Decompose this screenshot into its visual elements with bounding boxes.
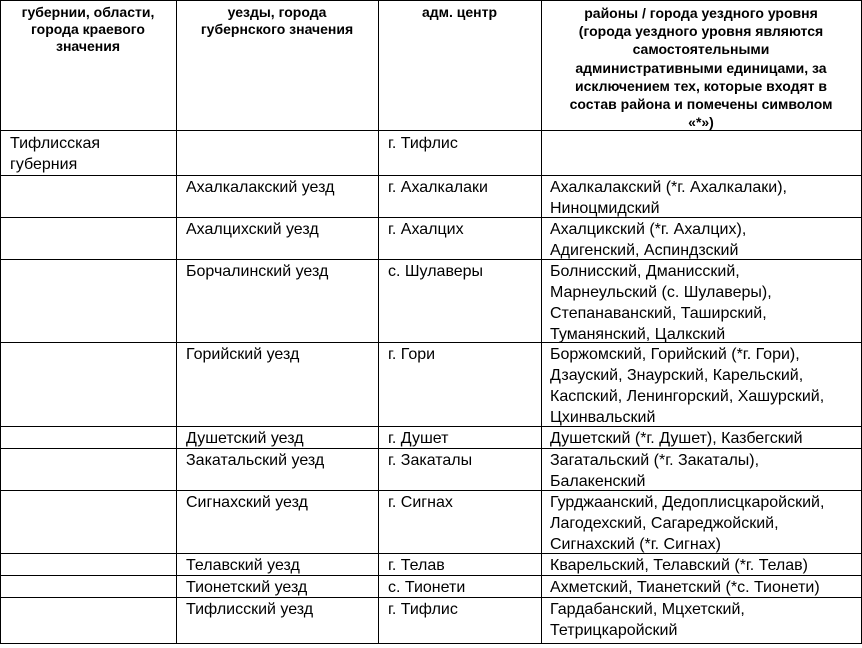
table-rule (0, 175, 862, 176)
cell-uezd: Телавский уезд (186, 557, 300, 574)
cell-uezd: Сигнахский уезд (186, 494, 308, 511)
cell-center: г. Телав (388, 557, 445, 574)
cell-rayony: Душетский (*г. Душет), Казбегский (550, 430, 803, 447)
cell-uezd: Ахалкалакский уезд (186, 179, 335, 196)
cell-center: г. Гори (388, 346, 436, 363)
cell-uezd: Ахалцихский уезд (186, 221, 319, 238)
cell-uezd: Горийский уезд (186, 346, 300, 363)
cell-uezd: Тионетский уезд (186, 579, 308, 596)
cell-center: г. Душет (388, 430, 449, 447)
cell-rayony: Ахалкалакский (*г. Ахалкалаки), Ниноцмидский (550, 179, 787, 217)
cell-rayony: Кварельский, Телавский (*г. Телав) (550, 557, 808, 574)
cell-uezd: Тифлисский уезд (186, 601, 314, 618)
cell-rayony: Загатальский (*г. Закаталы), Балакенский (550, 452, 760, 490)
cell-rayony: Гардабанский, Мцхетский, Тетрицкаройский (550, 601, 745, 639)
cell-center: г. Ахалцих (388, 221, 464, 238)
cell-uezd: Борчалинский уезд (186, 263, 329, 280)
cell-center: с. Шулаверы (388, 263, 484, 280)
cell-center: г. Тифлис (388, 601, 458, 618)
cell-center: г. Сигнах (388, 494, 453, 511)
table-rule (0, 0, 1, 644)
cell-rayony: Гурджаанский, Дедоплисцкаройский, Лагодехский, Сагареджойский, Сигнахский (*г. Сигнах) (550, 494, 825, 553)
cell-rayony: Боржомский, Горийский (*г. Гори), Дзауский, Знаурский, Карельский, Каспский, Ленингорский, Хашурский, Цхинвальский (550, 346, 825, 426)
cell-rayony: Ахметский, Тианетский (*с. Тионети) (550, 579, 820, 596)
table-rule (0, 0, 862, 1)
cell-uezd: Душетский уезд (186, 430, 304, 447)
table-rule (176, 0, 177, 644)
header-col-uezd: уезды, города губернского значения (200, 4, 354, 37)
cell-center: г. Ахалкалаки (388, 179, 488, 196)
cell-center: с. Тионети (388, 579, 466, 596)
header-col-center: адм. центр (421, 4, 498, 20)
header-col-rayony: районы / города уездного уровня (города уездного уровня являются самостоятельными административными единицами, за исключением тех, которые входят в состав района и помечены символом «*») (569, 5, 833, 131)
header-col-gubernia: губернии, области, города краевого значения (21, 4, 155, 54)
table-rule (0, 643, 862, 644)
cell-center: г. Закаталы (388, 452, 473, 469)
cell-rayony: Болнисский, Дманисский, Марнеульский (с. Шулаверы), Степанаванский, Таширский, Туманянский, Цалкский (550, 263, 772, 343)
cell-center: г. Тифлис (388, 135, 458, 152)
cell-rayony: Ахалцикский (*г. Ахалцих), Адигенский, Аспиндзский (550, 221, 747, 259)
table-rule (378, 0, 379, 644)
cell-uezd: Закатальский уезд (186, 452, 325, 469)
cell-gubernia: Тифлисская губерния (10, 135, 101, 173)
